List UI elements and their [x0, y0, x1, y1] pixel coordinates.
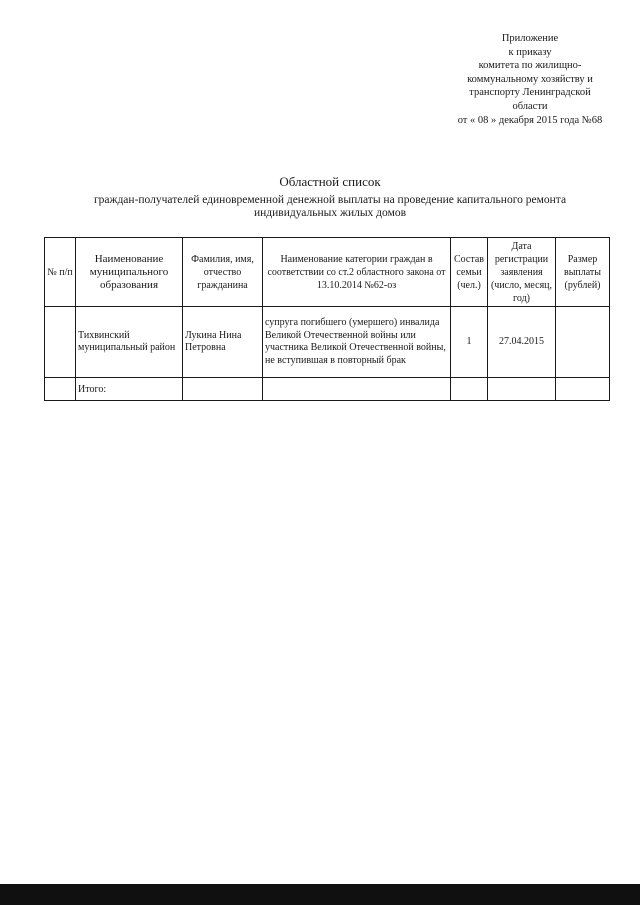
- header-num: № п/п: [45, 238, 76, 307]
- cell-person: Лукина Нина Петровна: [183, 307, 263, 378]
- header-date: Дата регистрации заявления (число, месяц, год): [488, 238, 556, 307]
- table-row: [45, 307, 610, 378]
- appendix-line: области: [512, 100, 548, 112]
- document-title: Областной список: [279, 174, 381, 189]
- appendix-line: Приложение: [501, 33, 559, 44]
- table-total-row: [45, 378, 610, 401]
- cell-municipality: Тихвинский муниципальный район: [76, 307, 183, 378]
- recipients-table: [44, 237, 610, 401]
- header-person: Фамилия, имя, отчество гражданина: [183, 238, 263, 307]
- cell-total-empty: [263, 378, 451, 401]
- header-category: Наименование категории граждан в соответствии со ст.2 областного закона от 13.10.2014 №62-оз: [263, 238, 451, 307]
- header-municipality: Наименование муниципального образования: [76, 238, 183, 307]
- appendix-block: [430, 32, 630, 127]
- appendix-line: комитета по жилищно-: [478, 60, 582, 72]
- cell-date: 27.04.2015: [488, 307, 556, 378]
- cell-category: супруга погибшего (умершего) инвалида Великой Отечественной войны или участника Великой Отечественной войны, не вступившая в повторный брак: [263, 307, 451, 378]
- appendix-line: коммунальному хозяйству и: [467, 73, 593, 85]
- scan-edge-band: [0, 884, 640, 905]
- appendix-line: транспорту Ленинградской: [469, 87, 591, 99]
- cell-num: [45, 307, 76, 378]
- table-header-row: [45, 238, 610, 307]
- document-subtitle: граждан-получателей единовременной денежной выплаты на проведение капитального ремонта индивидуальных жилых домов: [93, 194, 567, 219]
- cell-total-empty: [556, 378, 610, 401]
- cell-total-label: Итого:: [76, 378, 183, 401]
- cell-total-empty: [488, 378, 556, 401]
- appendix-line: от « 08 » декабря 2015 года №68: [457, 114, 603, 126]
- cell-total-empty: [183, 378, 263, 401]
- cell-family: 1: [451, 307, 488, 378]
- appendix-line: к приказу: [508, 46, 552, 58]
- cell-total-empty: [451, 378, 488, 401]
- cell-amount: [556, 307, 610, 378]
- header-family: Состав семьи (чел.): [451, 238, 488, 307]
- header-amount: Размер выплаты (рублей): [556, 238, 610, 307]
- cell-total-num: [45, 378, 76, 401]
